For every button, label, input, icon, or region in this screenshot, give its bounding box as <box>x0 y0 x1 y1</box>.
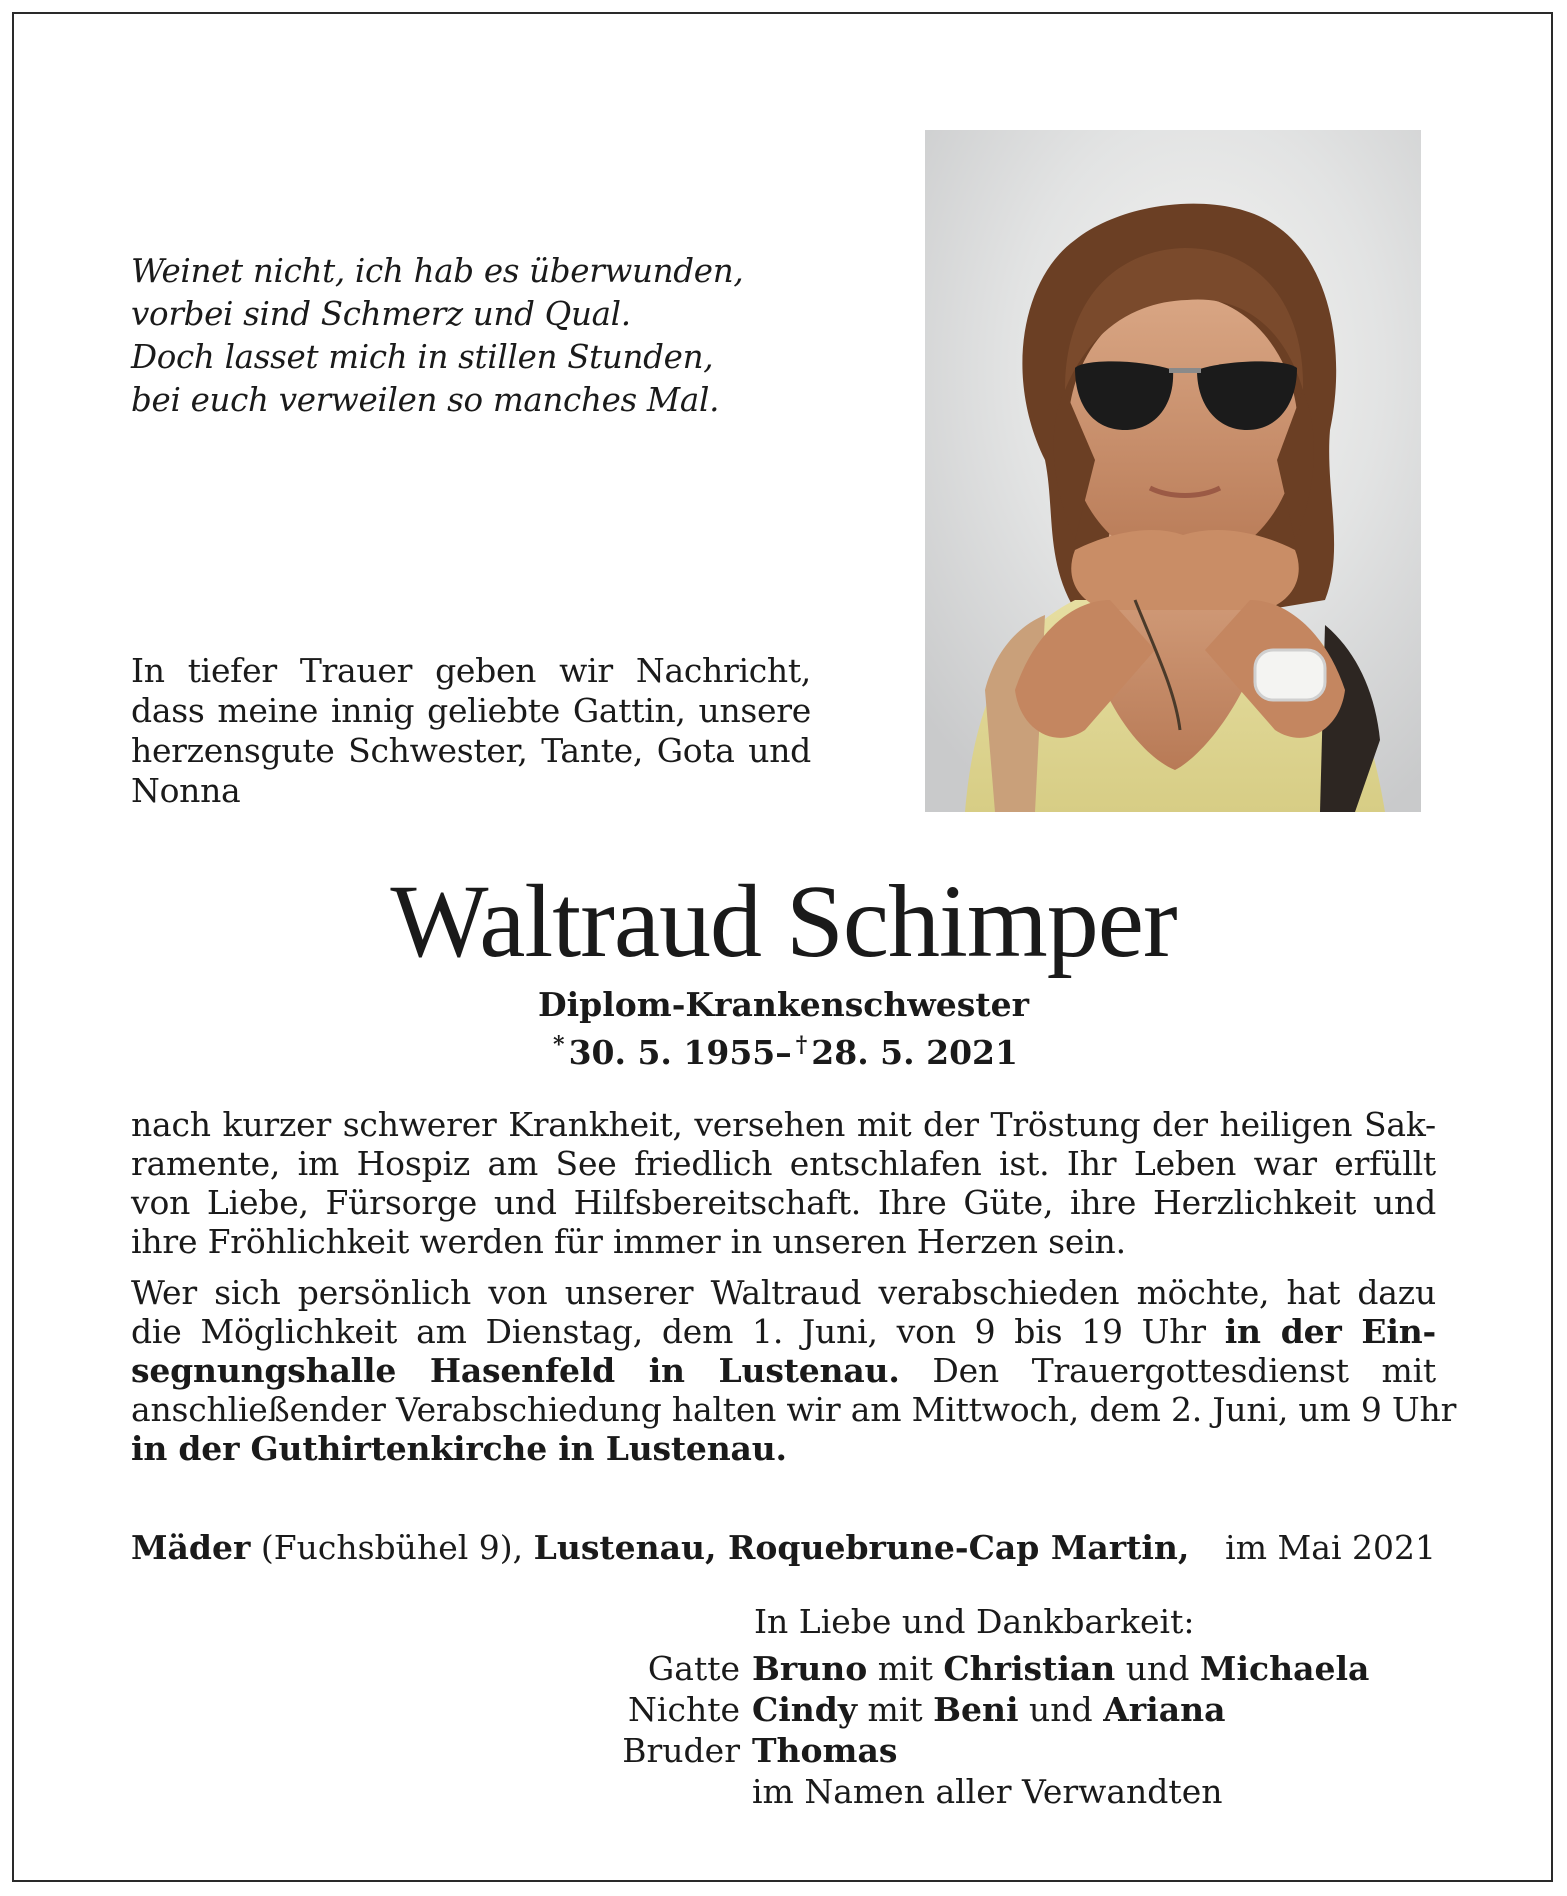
connector: und <box>1115 1649 1200 1688</box>
family-list <box>560 1648 1460 1812</box>
family-role: Nichte <box>628 1690 740 1729</box>
death-date: 28. 5. 2021 <box>811 1033 1018 1072</box>
family-role-empty <box>560 1771 752 1812</box>
birth-symbol: * <box>553 1032 565 1058</box>
text-line <box>131 1312 1436 1351</box>
intro-text: In tiefer Trauer geben wir Nachricht, dass meine innig geliebte Gattin, unsere herzensgute Schwester, Tante, Gota und Nonna <box>131 651 811 810</box>
portrait-photo <box>925 130 1421 812</box>
death-symbol: † <box>795 1032 808 1058</box>
bold-text: in der Guthirtenkirche in Lustenau. <box>131 1429 787 1468</box>
place-date-line <box>131 1528 1436 1568</box>
family-names <box>752 1689 1460 1730</box>
text-line: ihre Fröhlichkeit werden für immer in unseren Herzen sein. <box>131 1222 1126 1261</box>
member-name: Christian <box>943 1649 1116 1688</box>
member-name: Bruno <box>752 1649 868 1688</box>
place-name: Mäder <box>131 1528 251 1567</box>
family-role: Gatte <box>647 1649 740 1688</box>
member-name: Thomas <box>752 1731 898 1770</box>
bold-text: in der Ein- <box>1224 1312 1436 1351</box>
paragraph-1 <box>131 1105 1436 1261</box>
member-name: Michaela <box>1199 1649 1370 1688</box>
month-date: im Mai 2021 <box>1225 1528 1436 1567</box>
text-line: anschließender Verabschiedung halten wir am Mittwoch, dem 2. Juni, um 9 Uhr <box>131 1390 1457 1429</box>
date-separator: – <box>775 1033 792 1072</box>
text-span: Den Trauergottesdienst mit <box>899 1351 1436 1390</box>
family-row <box>560 1689 1460 1730</box>
poem-line: bei euch verweilen so manches Mal. <box>131 381 720 419</box>
text-line: Wer sich persönlich von unserer Waltraud verabschieden möchte, hat dazu <box>131 1273 1436 1312</box>
connector: mit <box>867 1649 944 1688</box>
family-names <box>752 1730 1460 1771</box>
connector: und <box>1018 1690 1104 1729</box>
deceased-name: Waltraud Schimper <box>390 864 1177 979</box>
poem-line: Weinet nicht, ich hab es überwunden, <box>131 252 744 290</box>
obituary-body <box>131 1105 1457 1468</box>
poem-line: vorbei sind Schmerz und Qual. <box>131 295 631 333</box>
family-names <box>752 1648 1460 1689</box>
text-line <box>131 1429 1436 1468</box>
family-row <box>560 1648 1460 1689</box>
thanks-line: In Liebe und Dankbarkeit: <box>754 1602 1195 1641</box>
closing-line: im Namen aller Verwandten <box>752 1772 1223 1811</box>
text-line <box>131 1351 1436 1390</box>
text-line: von Liebe, Fürsorge und Hilfsbereitschaft. Ihre Güte, ihre Herzlichkeit und <box>131 1183 1436 1222</box>
life-dates <box>0 1025 1567 1073</box>
member-name: Cindy <box>752 1690 858 1729</box>
family-role: Bruder <box>622 1731 740 1770</box>
connector: mit <box>857 1690 934 1729</box>
birth-date: 30. 5. 1955 <box>568 1033 776 1072</box>
address: (Fuchsbühel 9), <box>250 1528 534 1567</box>
profession: Diplom-Krankenschwester <box>538 985 1029 1024</box>
bold-text: segnungshalle Hasenfeld in Lustenau. <box>131 1351 900 1390</box>
text-line: nach kurzer schwerer Krankheit, versehen mit der Tröstung der heiligen Sak- <box>131 1105 1436 1144</box>
family-row <box>560 1730 1460 1771</box>
text-line: ramente, im Hospiz am See friedlich entschlafen ist. Ihr Leben war erfüllt <box>131 1144 1436 1183</box>
place-block <box>131 1528 1189 1568</box>
member-name: Beni <box>933 1690 1019 1729</box>
poem-line: Doch lasset mich in stillen Stunden, <box>131 338 714 376</box>
place-name: Lustenau, Roquebrune-Cap Martin, <box>533 1528 1190 1567</box>
text-span: die Möglichkeit am Dienstag, dem 1. Juni, von 9 bis 19 Uhr <box>131 1312 1225 1351</box>
poem <box>131 250 831 422</box>
paragraph-2 <box>131 1273 1457 1468</box>
member-name: Ariana <box>1103 1690 1226 1729</box>
family-row <box>560 1771 1460 1812</box>
